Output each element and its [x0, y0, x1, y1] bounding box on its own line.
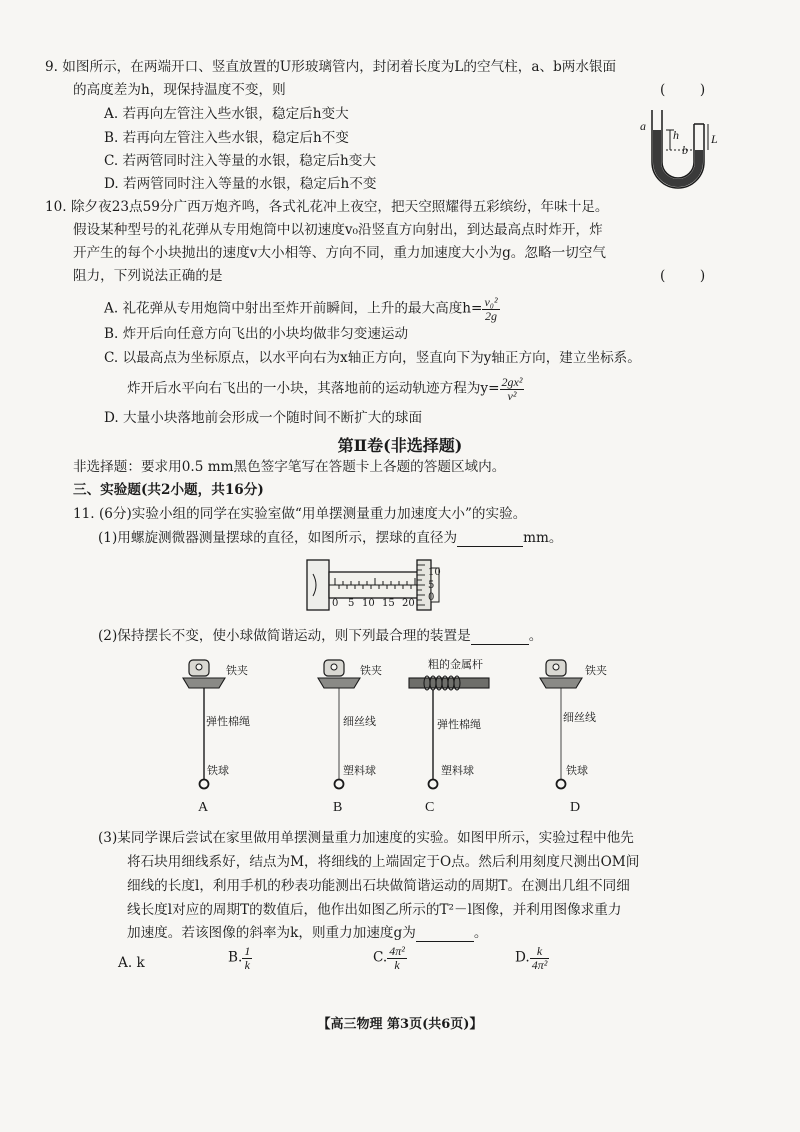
q11-part3-end: 。	[473, 925, 488, 941]
q11-part1-text: (1)用螺旋测微器测量摆球的直径，如图所示，摆球的直径为	[98, 530, 458, 546]
choice-b-num: 1	[244, 944, 251, 958]
apparatus-d-string-label: 细丝线	[563, 711, 596, 724]
apparatus-c-rod-label: 粗的金属杆	[428, 658, 483, 671]
part2-title: 第Ⅱ卷(非选择题)	[337, 436, 463, 455]
q9-answer-paren: ( )	[660, 82, 706, 98]
apparatus-a-ball-label: 铁球	[207, 764, 229, 777]
apparatus-a-letter: A	[198, 800, 209, 815]
q11-part2-text: (2)保持摆长不变，使小球做简谐运动，则下列最合理的装置是	[98, 628, 471, 644]
apparatus-d-ball-label: 铁球	[566, 764, 588, 777]
apparatus-b-clamp-label: 铁夹	[360, 664, 382, 677]
q11-part3-line-4: 线长度l对应的周期T的数值后，他作出如图乙所示的T²－l图像，并利用图像求重力	[127, 902, 622, 918]
label-L: L	[711, 132, 718, 146]
choice-b-den: k	[244, 957, 250, 972]
q10-option-a-text: A. 礼花弹从专用炮筒中射出至炸开前瞬间，上升的最大高度h=	[104, 300, 483, 317]
main-scale-0: 0	[332, 598, 339, 609]
main-scale-20: 20	[402, 598, 415, 609]
choice-b	[228, 945, 252, 971]
choice-a: A. k	[118, 955, 145, 971]
apparatus-c-ball-label: 塑料球	[441, 764, 474, 777]
q10-option-c-text: 炸开后水平向右飞出的一小块，其落地前的运动轨迹方程为y=	[127, 380, 500, 397]
label-a: a	[640, 119, 646, 133]
q11-intro: 11. (6分)实验小组的同学在实验室做“用单摆测量重力加速度大小”的实验。	[73, 506, 527, 522]
formula-trajectory	[500, 376, 525, 402]
formula-h-den: 2g	[485, 308, 497, 323]
q11-part3-line-3: 细线的长度l，利用手机的秒表功能测出石块做简谐运动的周期T。在测出几组不同细	[127, 878, 630, 894]
q9-option-c: C. 若两管同时注入等量的水银，稳定后h变大	[104, 153, 376, 169]
choice-c-fraction	[387, 945, 407, 971]
apparatus-c-string-label: 弹性棉绳	[437, 718, 481, 731]
answer-blank-g	[416, 925, 474, 942]
main-scale-10: 10	[362, 598, 375, 609]
section-heading: 三、实验题(共2小题，共16分)	[73, 482, 264, 498]
choice-b-label: B.	[228, 949, 243, 966]
page-footer: 【高三物理 第3页(共6页)】	[317, 1017, 483, 1032]
q11-part1-unit: mm。	[523, 530, 563, 546]
q11-part3-line-2: 将石块用细线系好，结点为M，将细线的上端固定于O点。然后利用刻度尺测出OM间	[127, 854, 640, 870]
q9-line-2: 的高度差为h，现保持温度不变，则	[73, 82, 286, 98]
q11-part2-end: 。	[528, 628, 543, 644]
apparatus-a-clamp-label: 铁夹	[226, 664, 248, 677]
q11-part2	[98, 628, 542, 645]
q10-line-4: 阻力，下列说法正确的是	[73, 268, 223, 284]
q10-option-d: D. 大量小块落地前会形成一个随时间不断扩大的球面	[104, 410, 423, 426]
choice-b-fraction	[242, 945, 252, 971]
thimble-scale-5: 5	[428, 580, 435, 591]
thimble-scale-10: 10	[428, 567, 441, 578]
apparatus-d-clamp-label: 铁夹	[585, 664, 607, 677]
thimble-scale-0: 0	[428, 592, 435, 603]
choice-c	[373, 945, 407, 971]
apparatus-c-letter: C	[425, 800, 435, 815]
q10-option-a	[104, 296, 500, 322]
choice-c-num: 4π²	[389, 944, 405, 958]
q10-line-2: 假设某种型号的礼花弹从专用炮筒中以初速度v₀沿竖直方向射出，到达最高点时炸开，炸	[73, 222, 603, 238]
choice-c-den: k	[394, 957, 400, 972]
q10-answer-paren: ( )	[660, 268, 706, 284]
answer-blank-diameter	[457, 530, 523, 547]
main-scale-15: 15	[382, 598, 395, 609]
q11-part3-line-1: (3)某同学课后尝试在家里做用单摆测量重力加速度的实验。如图甲所示，实验过程中他先	[98, 830, 634, 846]
apparatus-b-ball-label: 塑料球	[343, 764, 376, 777]
formula-trajectory-num: 2gx²	[501, 375, 523, 389]
apparatus-d-letter: D	[570, 800, 581, 815]
q10-option-c-line-1: C. 以最高点为坐标原点，以水平向右为x轴正方向，竖直向下为y轴正方向，建立坐标系。	[104, 350, 641, 366]
main-scale-5: 5	[348, 598, 355, 609]
label-b: b	[682, 143, 688, 157]
q9-option-b: B. 若再向左管注入些水银，稳定后h不变	[104, 130, 349, 146]
apparatus-a-string-label: 弹性棉绳	[206, 715, 250, 728]
u-tube-figure	[640, 104, 720, 189]
formula-trajectory-den: v²	[507, 388, 517, 403]
part2-instruction: 非选择题：要求用0.5 mm黑色签字笔写在答题卡上各题的答题区域内。	[73, 459, 506, 475]
choice-d-label: D.	[515, 949, 530, 966]
apparatus-b-string-label: 细丝线	[343, 715, 376, 728]
q10-line-3: 开产生的每个小块抛出的速度v大小相等、方向不同，重力加速度大小为g。忽略一切空气	[73, 245, 606, 261]
q9-option-d: D. 若两管同时注入等量的水银，稳定后h不变	[104, 176, 377, 192]
q11-part1	[98, 530, 562, 547]
q9-line-1: 9. 如图所示，在两端开口、竖直放置的U形玻璃管内，封闭着长度为L的空气柱，a、b两水银面	[45, 59, 617, 75]
q10-option-b: B. 炸开后向任意方向飞出的小块均做非匀变速运动	[104, 326, 409, 342]
choice-d	[515, 945, 549, 971]
choice-d-num: k	[530, 945, 550, 959]
choice-d-den: 4π²	[531, 957, 548, 972]
formula-h	[482, 296, 499, 322]
q11-part3-line-5	[127, 925, 487, 942]
q11-part3-text: 加速度。若该图像的斜率为k，则重力加速度g为	[127, 925, 416, 941]
formula-h-num: v₀²	[484, 295, 498, 309]
choice-d-fraction	[530, 945, 550, 971]
q9-option-a: A. 若再向左管注入些水银，稳定后h变大	[104, 106, 349, 122]
q10-line-1: 10. 除夕夜23点59分广西万炮齐鸣，各式礼花冲上夜空，把天空照耀得五彩缤纷，年味十足。	[45, 199, 609, 215]
apparatus-b-letter: B	[333, 800, 343, 815]
choice-c-label: C.	[373, 949, 388, 966]
q10-option-c-line-2	[127, 376, 524, 402]
answer-blank-apparatus	[471, 628, 529, 645]
label-h: h	[673, 128, 679, 142]
